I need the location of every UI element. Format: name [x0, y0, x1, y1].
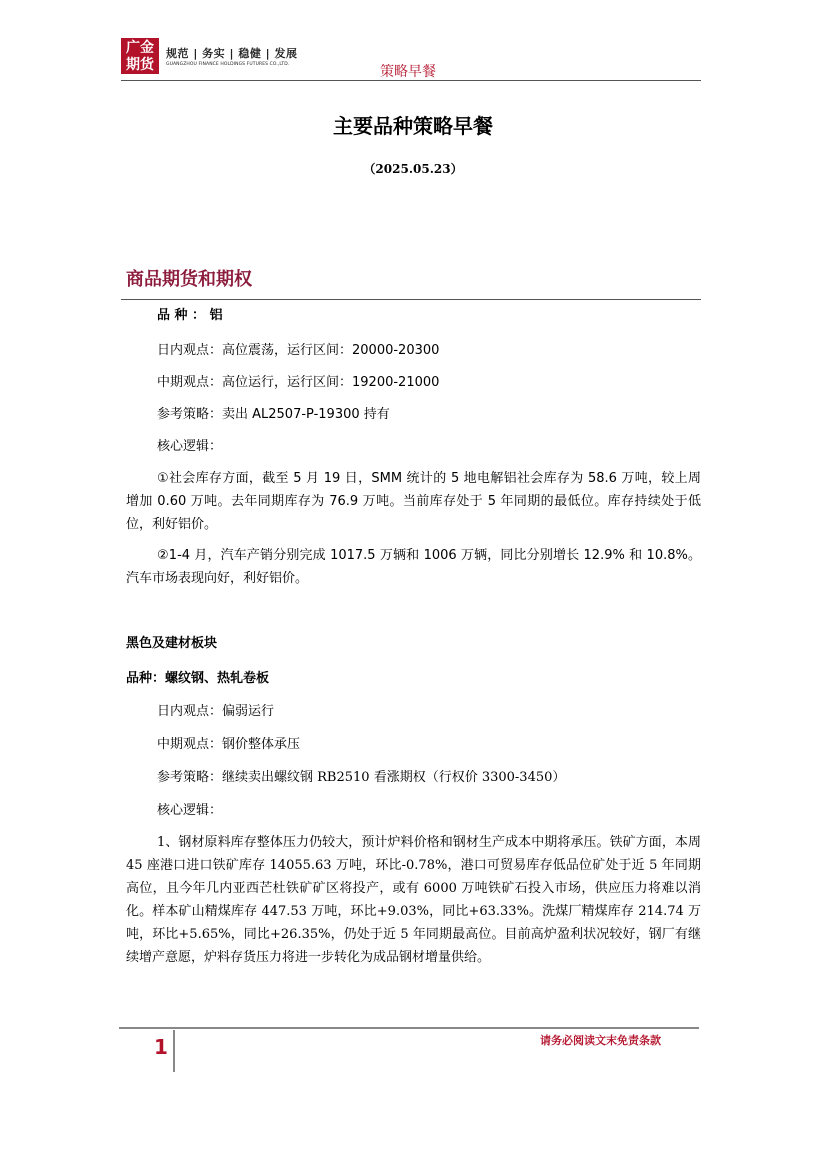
report-date: （2025.05.23） [363, 162, 463, 176]
company-logo [121, 38, 159, 74]
header-divider [121, 80, 701, 81]
aluminum-variety: 品 种 ： 铝 [157, 308, 223, 323]
ferrous-intraday-view: 日内观点：偏弱运行 [157, 704, 275, 719]
page-number: 1 [154, 1035, 168, 1059]
aluminum-logic-paragraph: ①社会库存方面，截至 5 月 19 日，SMM 统计的 5 地电解铝社会库存为 58.6 万吨，较上周增加 0.60 万吨。去年同期库存为 76.9 万吨。当前库存处于 5 年同期的最低位。库存持续处于低位，利好铝价。 [126, 471, 701, 532]
ferrous-logic-label: 核心逻辑： [157, 803, 223, 818]
ferrous-strategy: 参考策略：继续卖出螺纹钢 RB2510 看涨期权（行权价 3300-3450） [157, 770, 566, 785]
company-english-name: GUANGZHOU FINANCE HOLDINGS FUTURES CO.,LTD. [166, 62, 290, 67]
section-divider [121, 299, 701, 300]
page-title: 主要品种策略早餐 [333, 114, 493, 138]
aluminum-logic-paragraph: ②1-4 月，汽车产销分别完成 1017.5 万辆和 1006 万辆，同比分别增长 12.9% 和 10.8%。汽车市场表现向好，利好铝价。 [126, 548, 701, 586]
ferrous-logic-paragraph: 1、钢材原料库存整体压力仍较大，预计炉料价格和钢材生产成本中期将承压。铁矿方面，本周 45 座港口进口铁矿库存 14055.63 万吨，环比-0.78%，港口可贸易库存低品位矿处于近 5 年同期高位，且今年几内亚西芒杜铁矿矿区将投产，或有 6000 万吨铁矿石投入市场，供应压力将难以消化。样本矿山精煤库存 447.53 万吨，环比+9.03%，同比+63.33%。洗煤厂精煤库存 214.74 万吨，环比+5.65%，同比+26.35%，仍处于近 5 年同期最高位。目前高炉盈利状况较好，钢厂有继续增产意愿，炉料存货压力将进一步转化为成品钢材增量供给。 [126, 835, 701, 965]
aluminum-logic-label: 核心逻辑： [157, 439, 223, 454]
ferrous-midterm-view: 中期观点：钢价整体承压 [157, 737, 301, 752]
aluminum-strategy: 参考策略：卖出 AL2507-P-19300 持有 [157, 407, 390, 422]
ferrous-block-title: 黑色及建材板块 [126, 636, 218, 651]
aluminum-intraday-view: 日内观点：高位震荡，运行区间：20000-20300 [157, 343, 440, 358]
aluminum-midterm-view: 中期观点：高位运行，运行区间：19200-21000 [157, 375, 440, 390]
logo-text-line1: 广金 [126, 40, 154, 56]
section-title: 商品期货和期权 [126, 269, 252, 290]
logo-text-line2: 期货 [126, 57, 154, 73]
footer-divider [119, 1027, 699, 1029]
company-slogan: 规范 | 务实 | 稳健 | 发展 [166, 47, 298, 60]
footer-vertical-divider [173, 1030, 175, 1072]
disclaimer-link[interactable]: 请务必阅读文末免责条款 [540, 1034, 661, 1047]
report-name: 策略早餐 [380, 64, 436, 80]
ferrous-variety: 品种：螺纹钢、热轧卷板 [126, 671, 270, 686]
